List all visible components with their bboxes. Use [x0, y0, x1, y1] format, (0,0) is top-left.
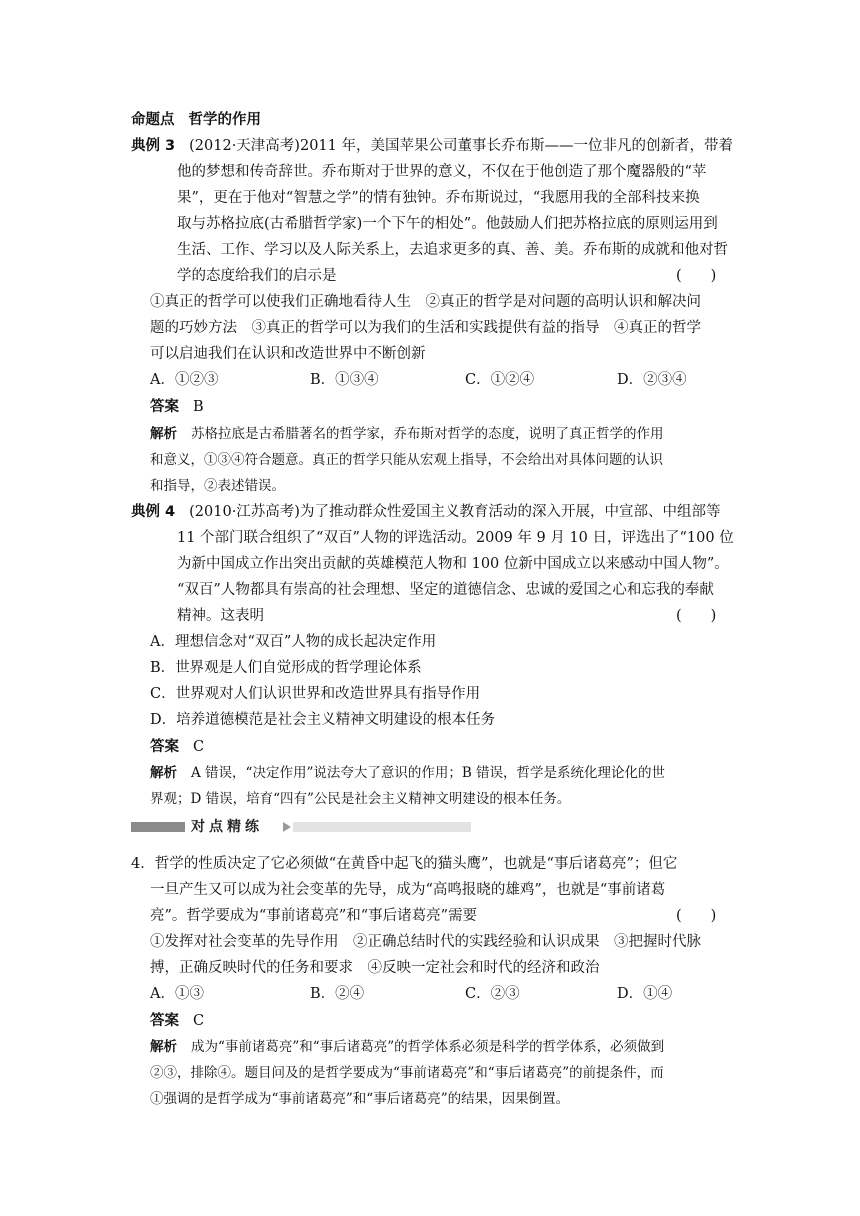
section-bar-dark: [131, 822, 185, 832]
example-4-answer: [150, 737, 204, 757]
example-4-line-5: 精神。这表明: [177, 608, 264, 624]
section-bar-light: [293, 822, 471, 832]
example-3-analysis-line-3: 和指导，②表述错误。: [150, 478, 285, 494]
section-banner: [131, 818, 471, 836]
question-4-line-2: 一旦产生又可以成为社会变革的先导，成为“高鸣报晓的雄鸡”，也就是“事前诸葛: [150, 882, 666, 898]
answer-label: 答案: [150, 739, 179, 755]
example-3-text: (2012·天津高考)2011 年，美国苹果公司董事长乔布斯——一位非凡的创新者，带着: [189, 138, 733, 154]
question-4-analysis-line-2: ②③，排除④。题目问及的是哲学要成为“事前诸葛亮”和“事后诸葛亮”的前提条件，而: [150, 1065, 664, 1081]
example-3-answer-blank: ( ): [676, 268, 717, 284]
question-4-item-line-2: 搏，正确反映时代的任务和要求 ④反映一定社会和时代的经济和政治: [150, 960, 600, 976]
question-4-analysis-line-1: [150, 1037, 664, 1057]
example-3-line-6: 学的态度给我们的启示是: [177, 268, 337, 284]
topic-heading: [131, 110, 261, 130]
analysis-text: 苏格拉底是古希腊著名的哲学家，乔布斯对哲学的态度，说明了真正哲学的作用: [191, 426, 664, 442]
example-4-option-c: C．世界观对人们认识世界和改造世界具有指导作用: [150, 686, 481, 702]
question-4-line-3: 亮”。哲学要成为“事前诸葛亮”和“事后诸葛亮”需要: [150, 908, 478, 924]
question-4-option-c: C．②③: [465, 986, 520, 1002]
example-3-line-1: [131, 136, 733, 156]
example-4-text: (2010·江苏高考)为了推动群众性爱国主义教育活动的深入开展，中宣部、中组部等: [189, 504, 721, 520]
analysis-label: 解析: [150, 1039, 177, 1055]
answer-value: C: [193, 1013, 205, 1029]
example-3-line-5: 生活、工作、学习以及人际关系上，去追求更多的真、善、美。乔布斯的成就和他对哲: [177, 242, 728, 258]
example-3-line-4: 取与苏格拉底(古希腊哲学家)一个下午的相处”。他鼓励人们把苏格拉底的原则运用到: [177, 216, 718, 232]
analysis-label: 解析: [150, 426, 177, 442]
analysis-text: A 错误，“决定作用”说法夸大了意识的作用；B 错误，哲学是系统化理论化的世: [191, 765, 666, 781]
answer-value: C: [193, 739, 205, 755]
example-3-option-a: A．①②③: [150, 372, 219, 388]
example-4-analysis-line-1: [150, 763, 665, 783]
example-4-label: 典例 4: [131, 504, 176, 520]
example-3-option-c: C．①②④: [465, 372, 535, 388]
question-4-option-a: A．①③: [150, 986, 204, 1002]
example-4-line-3: 为新中国成立作出突出贡献的英雄模范人物和 100 位新中国成立以来感动中国人物”。: [177, 556, 729, 572]
example-3-analysis-line-1: [150, 424, 664, 444]
analysis-text: 成为“事前诸葛亮”和“事后诸葛亮”的哲学体系必须是科学的哲学体系，必须做到: [191, 1039, 665, 1055]
section-title: 对点精练: [191, 819, 263, 835]
example-3-item-line-2: 题的巧妙方法 ③真正的哲学可以为我们的生活和实践提供有益的指导 ④真正的哲学: [150, 320, 701, 336]
example-4-line-4: “双百”人物都具有崇高的社会理想、坚定的道德信念、忠诚的爱国之心和忘我的奉献: [177, 582, 714, 598]
example-3-line-2: 他的梦想和传奇辞世。乔布斯对于世界的意义，不仅在于他创造了那个魔器般的“苹: [177, 164, 707, 180]
example-3-item-line-3: 可以启迪我们在认识和改造世界中不断创新: [150, 346, 426, 362]
example-3-label: 典例 3: [131, 138, 176, 154]
example-3-option-d: D．②③④: [617, 372, 687, 388]
question-4-answer: [150, 1011, 204, 1031]
question-4-item-line-1: ①发挥对社会变革的先导作用 ②正确总结时代的实践经验和认识成果 ③把握时代脉: [150, 934, 701, 950]
example-4-option-b: B．世界观是人们自觉形成的哲学理论体系: [150, 660, 422, 676]
example-3-item-line-1: ①真正的哲学可以使我们正确地看待人生 ②真正的哲学是对问题的高明认识和解决问: [150, 294, 701, 310]
example-4-option-a: A．理想信念对“双百”人物的成长起决定作用: [150, 634, 437, 650]
example-4-analysis-line-2: 界观；D 错误，培育“四有”公民是社会主义精神文明建设的根本任务。: [150, 791, 571, 807]
question-number: 4．: [131, 856, 155, 872]
answer-label: 答案: [150, 399, 179, 415]
example-3-analysis-line-2: 和意义，①③④符合题意。真正的哲学只能从宏观上指导，不会给出对具体问题的认识: [150, 452, 663, 468]
answer-value: B: [193, 399, 204, 415]
question-4-line-1: [131, 854, 677, 874]
chevron-right-icon: [283, 822, 291, 832]
example-3-option-b: B．①③④: [310, 372, 379, 388]
topic-label: 命题点: [131, 112, 175, 128]
answer-label: 答案: [150, 1013, 179, 1029]
question-4-text: 哲学的性质决定了它必须做“在黄昏中起飞的猫头鹰”，也就是“事后诸葛亮”；但它: [154, 856, 678, 872]
question-4-option-d: D．①④: [617, 986, 673, 1002]
example-3-answer: [150, 397, 204, 417]
question-4-option-b: B．②④: [310, 986, 365, 1002]
example-4-line-1: [131, 502, 720, 522]
topic-title: 哲学的作用: [188, 112, 261, 128]
example-3-line-3: 果”，更在于他对“智慧之学”的情有独钟。乔布斯说过，“我愿用我的全部科技来换: [177, 190, 700, 206]
example-4-option-d: D．培养道德模范是社会主义精神文明建设的根本任务: [150, 712, 496, 728]
example-4-line-2: 11 个部门联合组织了“双百”人物的评选活动。2009 年 9 月 10 日，评选出了“100 位: [177, 530, 734, 546]
question-4-analysis-line-3: ①强调的是哲学成为“事前诸葛亮”和“事后诸葛亮”的结果，因果倒置。: [150, 1091, 570, 1107]
question-4-answer-blank: ( ): [676, 908, 717, 924]
analysis-label: 解析: [150, 765, 177, 781]
example-4-answer-blank: ( ): [676, 608, 717, 624]
